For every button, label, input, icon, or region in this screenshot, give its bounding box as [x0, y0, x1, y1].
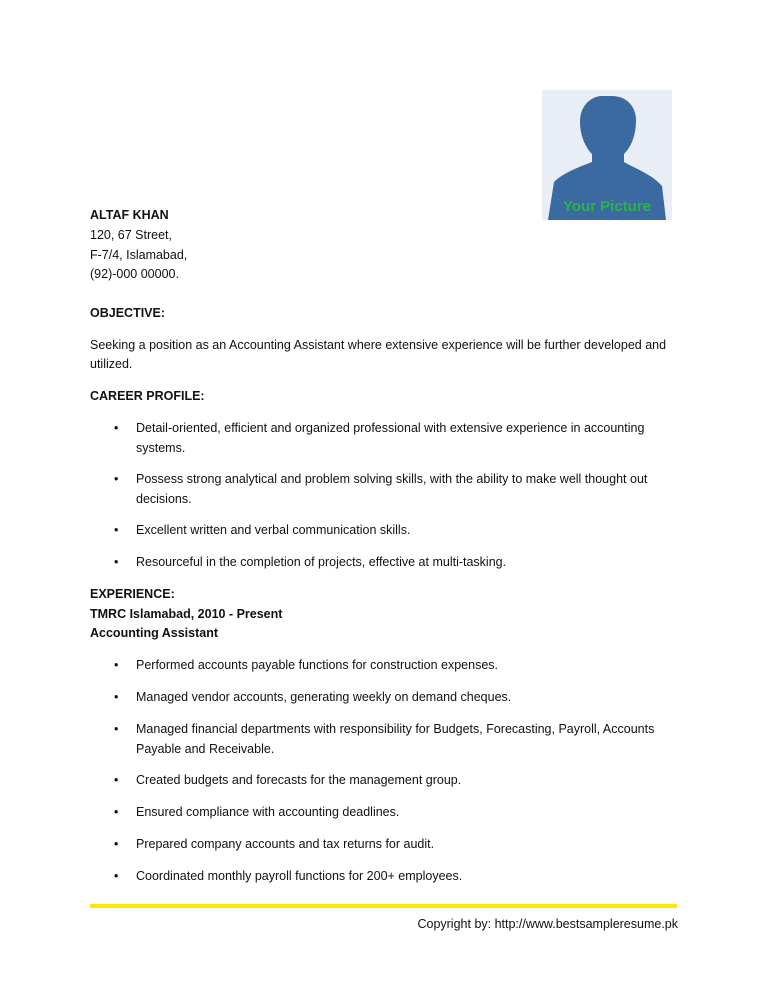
- bullet-icon: •: [114, 837, 119, 851]
- list-item: • Excellent written and verbal communication skills.: [90, 520, 680, 540]
- career-profile-list: [90, 418, 680, 572]
- experience-role: Accounting Assistant: [90, 626, 219, 640]
- bullet-icon: •: [114, 658, 119, 672]
- career-profile-heading: CAREER PROFILE:: [90, 389, 205, 403]
- footer-divider: [90, 904, 677, 908]
- bullet-icon: •: [114, 472, 119, 486]
- bullet-icon: •: [114, 869, 119, 883]
- profile-photo-placeholder: [542, 90, 672, 220]
- bullet-icon: •: [114, 805, 119, 819]
- list-item: • Managed financial departments with responsibility for Budgets, Forecasting, Payroll, Accounts Payable and Receivable.: [90, 719, 680, 759]
- bullet-icon: •: [114, 690, 119, 704]
- list-item: • Possess strong analytical and problem solving skills, with the ability to make well thought out decisions.: [90, 469, 680, 509]
- list-item: • Resourceful in the completion of projects, effective at multi-tasking.: [90, 552, 680, 572]
- bullet-icon: •: [114, 555, 119, 569]
- list-item: • Prepared company accounts and tax returns for audit.: [90, 834, 680, 854]
- bullet-icon: •: [114, 773, 119, 787]
- bullet-icon: •: [114, 421, 119, 435]
- phone-number: (92)-000 00000.: [90, 267, 179, 281]
- list-item: • Performed accounts payable functions for construction expenses.: [90, 655, 680, 675]
- list-item: • Ensured compliance with accounting deadlines.: [90, 802, 680, 822]
- objective-text-line-1: Seeking a position as an Accounting Assistant where extensive experience will be further developed and: [90, 338, 667, 352]
- footer-copyright: Copyright by: http://www.bestsampleresume.pk: [417, 917, 678, 931]
- bullet-icon: •: [114, 523, 119, 537]
- list-item: • Managed vendor accounts, generating weekly on demand cheques.: [90, 687, 680, 707]
- objective-heading: OBJECTIVE:: [90, 306, 166, 320]
- list-item: • Coordinated monthly payroll functions for 200+ employees.: [90, 866, 680, 886]
- photo-caption: Your Picture: [562, 198, 652, 215]
- bullet-icon: •: [114, 722, 119, 736]
- list-item: • Detail-oriented, efficient and organized professional with extensive experience in accounting systems.: [90, 418, 680, 458]
- objective-text-line-2: utilized.: [90, 357, 133, 371]
- list-item: • Created budgets and forecasts for the management group.: [90, 770, 680, 790]
- experience-company: TMRC Islamabad, 2010 - Present: [90, 607, 283, 621]
- experience-list: [90, 655, 680, 886]
- address-line-2: F-7/4, Islamabad,: [90, 248, 188, 262]
- experience-heading: EXPERIENCE:: [90, 587, 175, 601]
- address-line-1: 120, 67 Street,: [90, 228, 173, 242]
- candidate-name: ALTAF KHAN: [90, 208, 169, 222]
